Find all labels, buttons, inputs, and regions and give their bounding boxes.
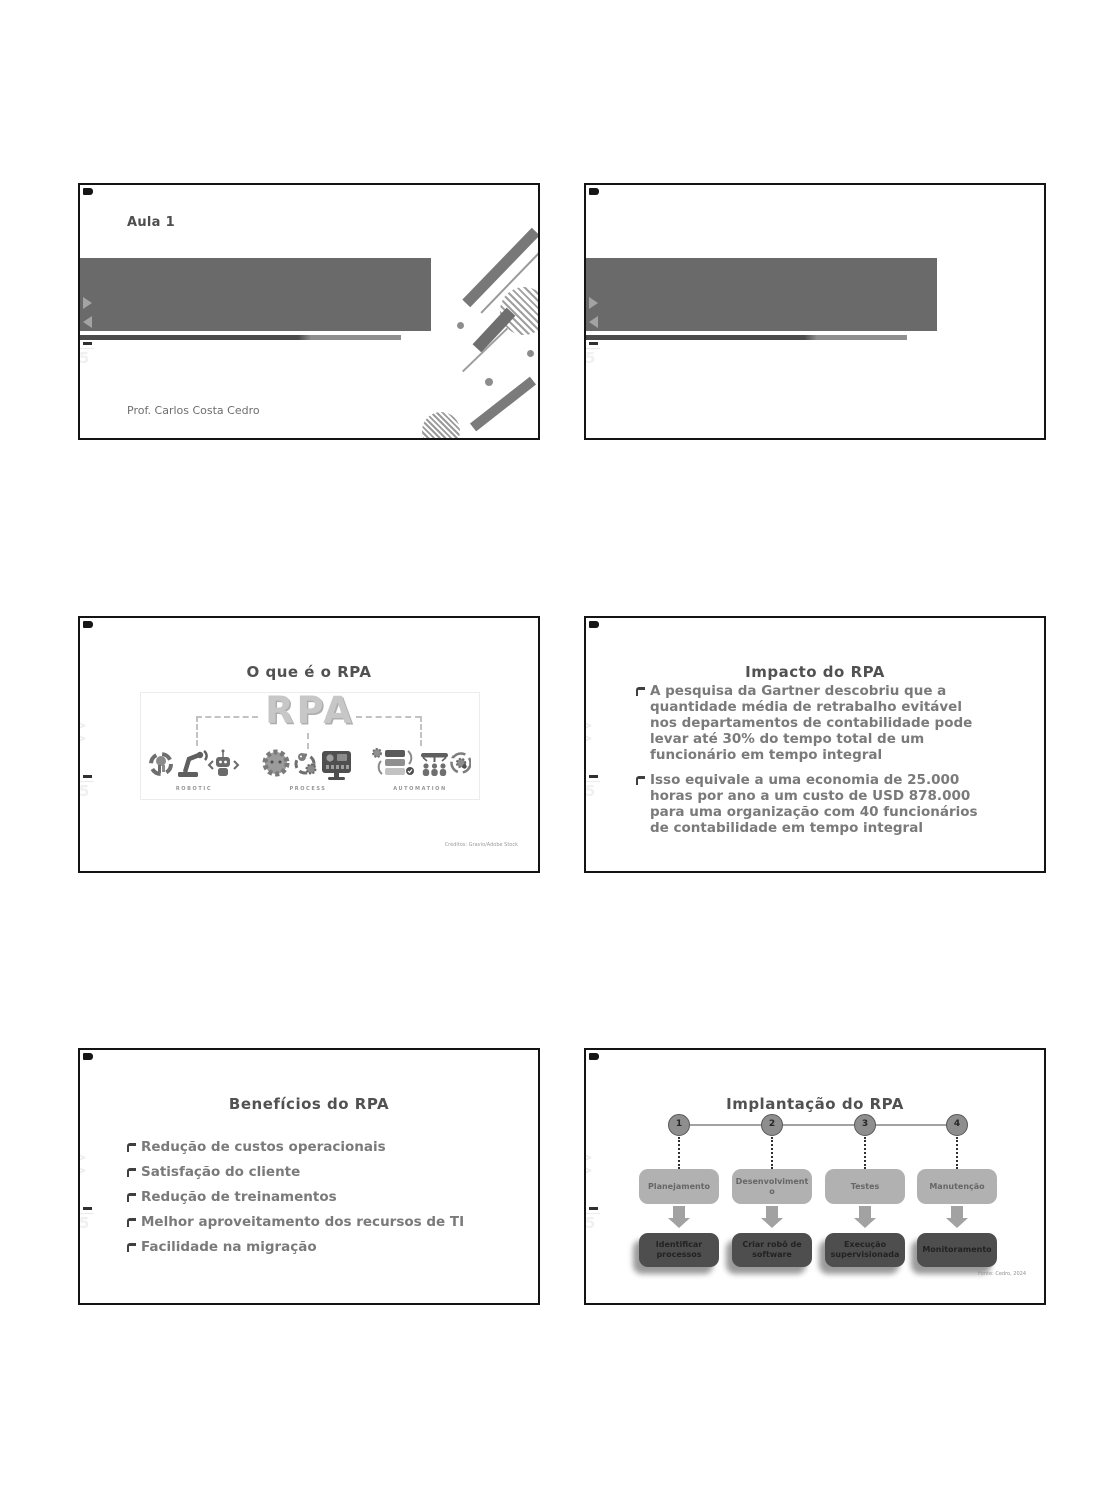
edge-chevrons-decoration [584,720,593,746]
edge-dash-decoration [83,775,92,778]
connector-line [196,716,198,746]
slide-title: Impacto do RPA [745,663,885,682]
slide-3-o-que-e-rpa [78,616,540,873]
edge-ghost-decoration [585,1213,600,1232]
slide-5-beneficios [78,1048,540,1305]
slide-marker [589,621,599,628]
edge-dash-decoration [589,342,598,345]
play-forward-icon [589,297,598,309]
bullet-icon [636,776,645,785]
phase-box: Planejamento [639,1169,719,1204]
bullet-icon [127,1143,136,1152]
bullet-item: Facilidade na migração [127,1239,517,1255]
bullet-item: Satisfação do cliente [127,1164,517,1180]
slide-marker [589,1053,599,1060]
bullet-item: Redução de treinamentos [127,1189,517,1205]
bullet-item: A pesquisa da Gartner descobriu que a quantidade média de retrabalho evitável nos departamentos de contabilidade pode levar até 30% do tempo total de um funcionário em tempo integral [636,683,988,763]
edge-ghost-decoration [585,781,600,800]
author-line: Prof. Carlos Costa Cedro [127,404,260,417]
process-label: PROCESS [289,786,327,792]
edge-chevrons-decoration [78,1152,87,1178]
robotic-label: ROBOTIC [175,786,213,792]
phase-box: Desenvolvimento [732,1169,812,1204]
dotted-connector [864,1137,866,1169]
connector-line [420,716,422,746]
slide-title: O que é o RPA [246,663,372,682]
connector-line [196,716,258,718]
slide-marker [83,188,93,195]
slide-marker [83,621,93,628]
step-number-circle: 1 [668,1114,690,1136]
dot-decoration [485,378,493,386]
step-number-circle: 4 [946,1114,968,1136]
edge-ghost-decoration [79,781,94,800]
edge-chevrons-decoration [78,720,87,746]
course-header: Aula 1 [127,215,175,230]
action-box: Monitoramento [917,1233,997,1267]
slide-title: Implantação do RPA [726,1095,904,1114]
slide-marker [83,1053,93,1060]
bullet-icon [127,1168,136,1177]
step-number-circle: 3 [854,1114,876,1136]
action-box: Identificar processos [639,1233,719,1267]
bullet-list [636,683,988,845]
slide-4-impacto [584,616,1046,873]
rpa-figure [140,689,480,800]
title-placeholder-bar [586,258,937,331]
bullet-icon [127,1218,136,1227]
step-number-circle: 2 [761,1114,783,1136]
bullet-list [127,1139,517,1264]
phase-box: Manutenção [917,1169,997,1204]
robotic-icons [146,745,242,789]
down-arrow-icon [859,1206,871,1218]
edge-ghost-decoration [79,348,94,367]
edge-dash-decoration [83,342,92,345]
down-arrow-icon [673,1206,685,1218]
image-credit: Créditos: Gravio/Adobe Stock [444,842,518,848]
slide-marker [589,188,599,195]
slide-6-implantacao [584,1048,1046,1305]
source-note: Fonte: Cedro, 2024 [978,1271,1026,1277]
bullet-icon [127,1243,136,1252]
edge-dash-decoration [589,1207,598,1210]
accent-underline-bar [80,335,401,340]
play-back-icon [589,316,598,328]
bullet-item: Redução de custos operacionais [127,1139,517,1155]
title-placeholder-bar [80,258,431,331]
automation-label: AUTOMATION [393,786,447,792]
rpa-headline: RPA [265,689,355,732]
accent-underline-bar [586,335,907,340]
process-icons [260,745,356,789]
diagonal-bar-decoration [470,377,536,432]
dot-decoration [457,322,464,329]
play-back-icon [83,316,92,328]
bullet-item: Isso equivale a uma economia de 25.000 horas por ano a um custo de USD 878.000 para uma organização com 40 funcionários de contabilidade em tempo integral [636,772,988,836]
edge-ghost-decoration [79,1213,94,1232]
dotted-connector [771,1137,773,1169]
down-arrow-icon [766,1206,778,1218]
slide-2-cover-blank [584,183,1046,440]
edge-dash-decoration [589,775,598,778]
down-arrow-icon [951,1206,963,1218]
action-box: Execução supervisionada [825,1233,905,1267]
bullet-icon [127,1193,136,1202]
automation-icons [369,745,471,789]
dotted-connector [678,1137,680,1169]
bullet-item: Melhor aproveitamento dos recursos de TI [127,1214,517,1230]
phase-box: Testes [825,1169,905,1204]
bullet-icon [636,687,645,696]
edge-dash-decoration [83,1207,92,1210]
action-box: Criar robô de software [732,1233,812,1267]
slide-title: Benefícios do RPA [228,1095,390,1114]
dotted-connector [956,1137,958,1169]
connector-line [356,716,421,718]
slide-1-cover [78,183,540,440]
hatched-circle-decoration [422,412,460,440]
edge-ghost-decoration [585,348,600,367]
edge-chevrons-decoration [584,1152,593,1178]
dot-decoration [527,350,534,357]
timeline-connector [679,1124,957,1126]
play-forward-icon [83,297,92,309]
